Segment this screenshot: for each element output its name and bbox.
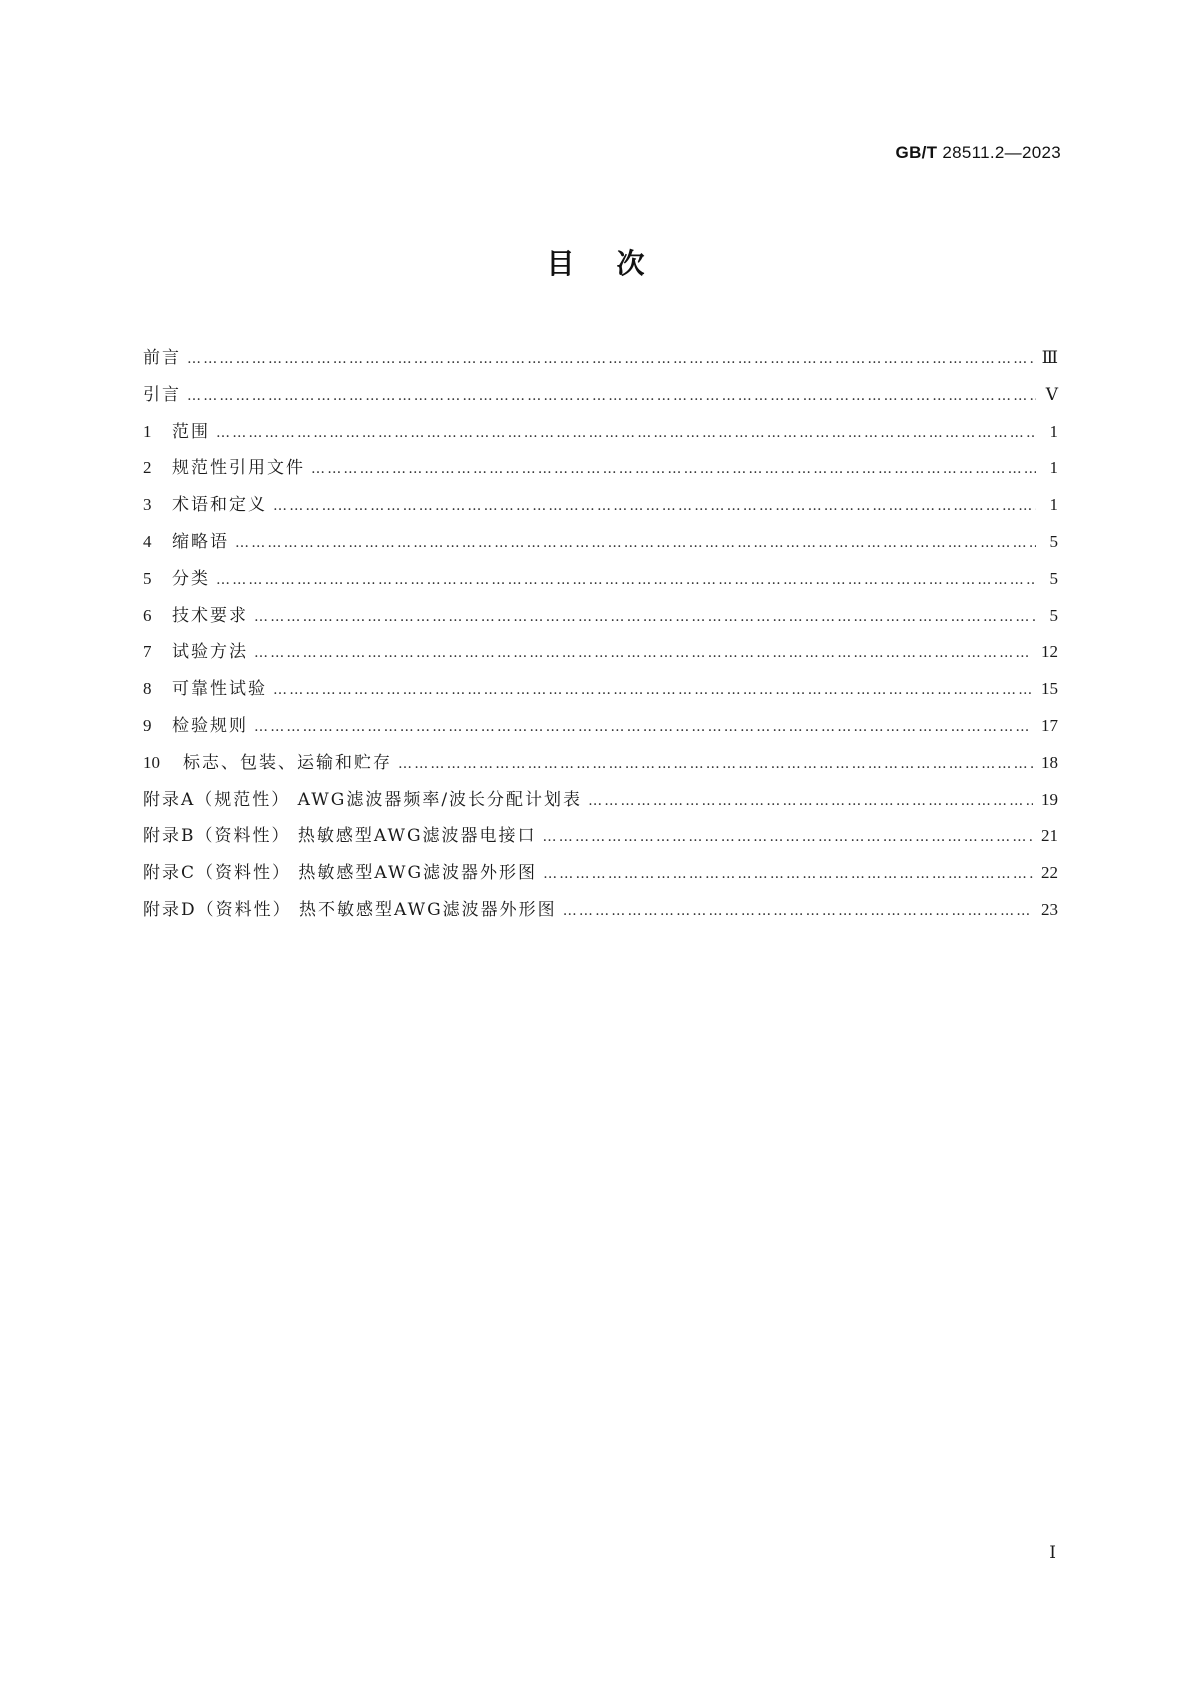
- toc-entry-label: 附录C（资料性） 热敏感型AWG滤波器外形图: [143, 863, 538, 884]
- toc-entry-page: 18: [1041, 752, 1058, 772]
- toc-entry-page: 1: [1049, 421, 1058, 441]
- toc-entry-label: 前言: [143, 348, 181, 368]
- toc-dot-leader: [398, 746, 1033, 783]
- toc-entry-page: Ⅴ: [1045, 384, 1058, 404]
- toc-entry-page: 12: [1041, 642, 1058, 662]
- toc-title: 目次: [546, 247, 687, 280]
- toc-entry-label: 范围: [172, 421, 210, 442]
- toc-entry-page: 15: [1041, 679, 1058, 699]
- toc-entry-label: 技术要求: [172, 605, 248, 626]
- toc-entry-label: 引言: [143, 384, 181, 405]
- toc-entry-9[interactable]: [143, 708, 1058, 745]
- toc-entry-page: 1: [1049, 495, 1058, 515]
- toc-entry-label: 检验规则: [172, 715, 248, 736]
- toc-entry-label: 附录B（资料性） 热敏感型AWG滤波器电接口: [143, 826, 537, 847]
- toc-entry-annex-d[interactable]: [143, 892, 1058, 929]
- toc-entry-label: 分类: [172, 568, 210, 589]
- standard-prefix: GB/T: [895, 143, 938, 162]
- toc-entry-label: 术语和定义: [172, 495, 267, 516]
- toc-entry-page: Ⅲ: [1041, 348, 1058, 367]
- toc-dot-leader: [235, 525, 1036, 562]
- toc-entry-8[interactable]: [143, 671, 1058, 708]
- toc-entry-page: 5: [1049, 531, 1058, 551]
- toc-dot-leader: [311, 451, 1036, 488]
- toc-dot-leader: [543, 819, 1033, 856]
- standard-number: 28511.2—2023: [942, 143, 1061, 162]
- table-of-contents: [143, 340, 1058, 929]
- toc-dot-leader: [273, 672, 1033, 709]
- page-number: Ⅰ: [1049, 1543, 1056, 1562]
- toc-dot-leader: [187, 341, 1034, 378]
- toc-entry-page: 1: [1049, 458, 1058, 478]
- toc-entry-foreword[interactable]: [143, 340, 1058, 377]
- toc-entry-number: 1: [143, 421, 152, 441]
- toc-entry-number: 3: [143, 495, 152, 515]
- toc-entry-page: 23: [1041, 899, 1058, 919]
- toc-dot-leader: [588, 783, 1033, 820]
- toc-entry-label: 附录A（规范性） AWG滤波器频率/波长分配计划表: [143, 789, 583, 810]
- toc-entry-page: 5: [1049, 568, 1058, 588]
- toc-entry-page: 5: [1049, 605, 1058, 625]
- toc-dot-leader: [216, 562, 1036, 599]
- toc-entry-label: 规范性引用文件: [172, 458, 305, 479]
- toc-dot-leader: [216, 415, 1036, 452]
- toc-entry-5[interactable]: [143, 561, 1058, 598]
- toc-entry-3[interactable]: [143, 487, 1058, 524]
- toc-entry-label: 可靠性试验: [172, 679, 267, 700]
- toc-entry-page: 21: [1041, 826, 1058, 846]
- toc-entry-number: 10: [143, 752, 160, 772]
- toc-entry-number: 9: [143, 715, 152, 735]
- toc-entry-10[interactable]: [143, 745, 1058, 782]
- toc-entry-annex-b[interactable]: [143, 818, 1058, 855]
- toc-dot-leader: [273, 488, 1036, 525]
- toc-entry-annex-a[interactable]: [143, 782, 1058, 819]
- toc-entry-label: 附录D（资料性） 热不敏感型AWG滤波器外形图: [143, 899, 557, 920]
- toc-dot-leader: [187, 378, 1036, 415]
- toc-entry-4[interactable]: [143, 524, 1058, 561]
- toc-entry-number: 5: [143, 568, 152, 588]
- toc-entry-label: 标志、包装、运输和贮存: [183, 752, 392, 773]
- toc-entry-number: 4: [143, 531, 152, 551]
- standard-code: [896, 143, 1061, 163]
- toc-dot-leader: [254, 709, 1033, 746]
- toc-entry-6[interactable]: [143, 598, 1058, 635]
- toc-entry-annex-c[interactable]: [143, 855, 1058, 892]
- toc-entry-number: 7: [143, 642, 152, 662]
- toc-dot-leader: [543, 856, 1033, 893]
- toc-entry-number: 6: [143, 605, 152, 625]
- toc-entry-1[interactable]: [143, 414, 1058, 451]
- toc-dot-leader: [254, 635, 1033, 672]
- toc-entry-number: 8: [143, 679, 152, 699]
- toc-entry-label: 缩略语: [172, 531, 229, 552]
- toc-dot-leader: [254, 599, 1036, 636]
- toc-entry-label: 试验方法: [172, 642, 248, 663]
- toc-entry-page: 22: [1041, 863, 1058, 883]
- toc-entry-7[interactable]: [143, 634, 1058, 671]
- toc-dot-leader: [563, 893, 1033, 930]
- toc-entry-2[interactable]: [143, 450, 1058, 487]
- toc-entry-page: 17: [1041, 715, 1058, 735]
- toc-entry-page: 19: [1041, 789, 1058, 809]
- toc-entry-introduction[interactable]: [143, 377, 1058, 414]
- toc-entry-number: 2: [143, 458, 152, 478]
